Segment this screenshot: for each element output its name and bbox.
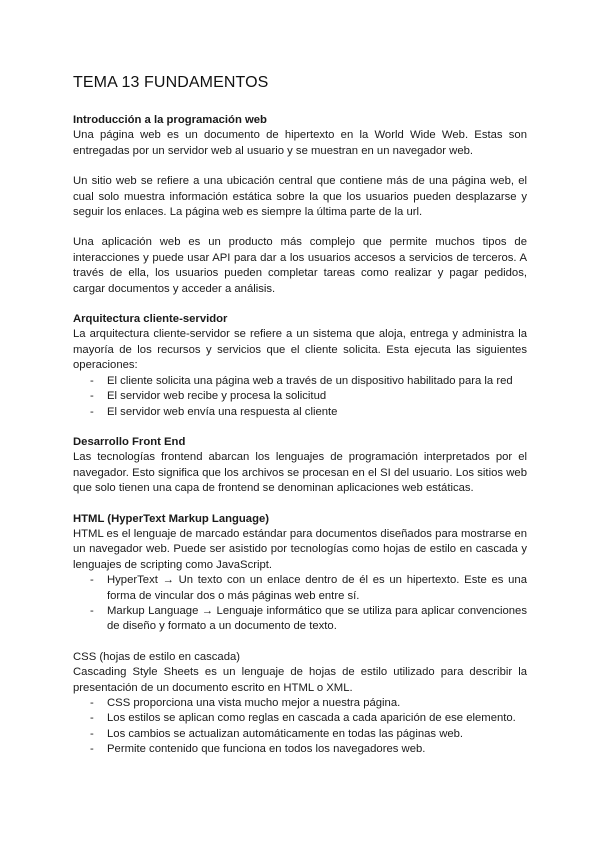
paragraph: Cascading Style Sheets es un lenguaje de hojas de estilo utilizado para describir la presentación de un documento escrito en HTML o XML. bbox=[73, 666, 527, 694]
section-heading: HTML (HyperText Markup Language) bbox=[73, 512, 270, 525]
paragraph: HTML es el lenguaje de marcado estándar para documentos diseñados para mostrarse en un navegador web. Puede ser asistido por tecnologías como hojas de estilo en cascada y lenguajes de scripting como JavaScript. bbox=[73, 527, 527, 571]
list-item: - El servidor web recibe y procesa la solicitud bbox=[90, 389, 527, 404]
section-heading: Desarrollo Front End bbox=[73, 435, 186, 448]
document-title: TEMA 13 FUNDAMENTOS bbox=[73, 74, 269, 91]
section-heading: Arquitectura cliente-servidor bbox=[73, 313, 228, 326]
list-item: - HyperText → Un texto con un enlace dentro de él es un hipertexto. Este es una forma de vincular dos o más páginas web entre sí. bbox=[90, 573, 527, 604]
section-html bbox=[73, 512, 527, 635]
bullet-list bbox=[73, 374, 527, 420]
list-item: - El cliente solicita una página web a través de un dispositivo habilitado para la red bbox=[90, 374, 527, 389]
paragraph: Una página web es un documento de hipertexto en la World Wide Web. Estas son entregadas por un servidor web al usuario y se muestran en un navegador web. bbox=[73, 129, 527, 157]
section-heading: CSS (hojas de estilo en cascada) bbox=[73, 650, 241, 663]
list-item: - Markup Language → Lenguaje informático que se utiliza para aplicar convenciones de diseño y formato a un documento de texto. bbox=[90, 604, 527, 635]
bullet-list bbox=[73, 573, 527, 635]
section-frontend bbox=[73, 435, 527, 497]
paragraph: Un sitio web se refiere a una ubicación central que contiene más de una página web, el cual solo muestra información estática sobre la que los usuarios pueden desplazarse y seguir los enlaces. La página web es siempre la última parte de la url. bbox=[73, 175, 527, 219]
section-css bbox=[73, 650, 527, 758]
list-item: - Los cambios se actualizan automáticamente en todas las páginas web. bbox=[90, 727, 527, 742]
section-intro-web bbox=[73, 113, 527, 297]
paragraph: La arquitectura cliente-servidor se refiere a un sistema que aloja, entrega y administra la mayoría de los recursos y servicios que el cliente solicita. Esta ejecuta las siguientes operaciones: bbox=[73, 328, 527, 372]
bullet-list bbox=[73, 696, 527, 758]
list-item: - Los estilos se aplican como reglas en cascada a cada aparición de ese elemento. bbox=[90, 711, 527, 726]
paragraph: Una aplicación web es un producto más complejo que permite muchos tipos de interacciones y puede usar API para dar a los usuarios accesos a servicios de terceros. A través de ella, los usuarios pueden completar tareas como realizar y pagar pedidos, cargar documentos y acceder a análisis. bbox=[73, 236, 527, 295]
list-item: - El servidor web envía una respuesta al cliente bbox=[90, 405, 527, 420]
paragraph: Las tecnologías frontend abarcan los lenguajes de programación interpretados por el navegador. Esto significa que los archivos se procesan en el SI del usuario. Los sitios web que solo tienen una capa de frontend se denominan aplicaciones web estáticas. bbox=[73, 451, 527, 495]
section-client-server bbox=[73, 312, 527, 420]
section-heading: Introducción a la programación web bbox=[73, 114, 267, 126]
list-item: - Permite contenido que funciona en todos los navegadores web. bbox=[90, 742, 527, 757]
list-item: - CSS proporciona una vista mucho mejor a nuestra página. bbox=[90, 696, 527, 711]
